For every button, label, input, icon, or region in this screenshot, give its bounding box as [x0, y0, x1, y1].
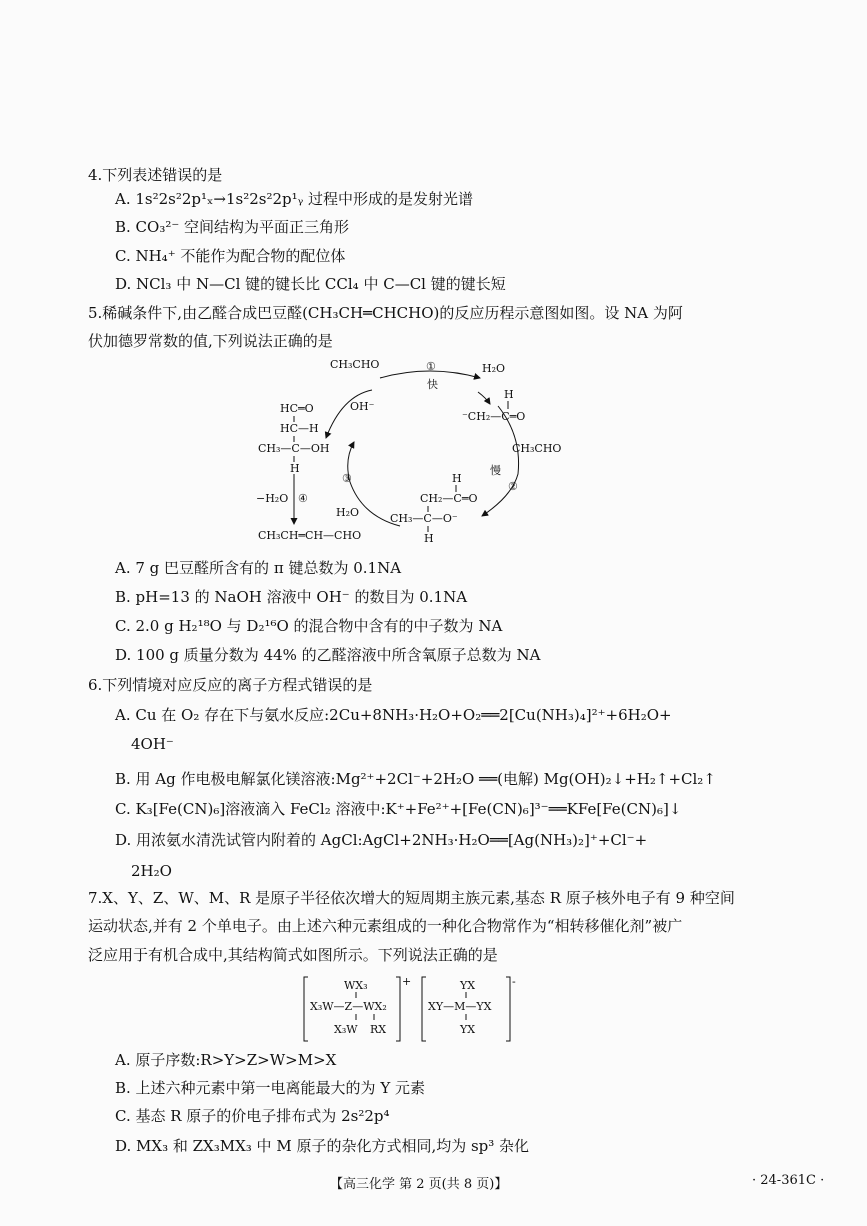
enolate-h: H — [504, 388, 514, 401]
h2o-left: H₂O — [336, 506, 360, 519]
aldol-line2: HC—H — [280, 422, 319, 435]
q6-option-a-line2: 4OH⁻ — [131, 735, 174, 753]
q6-option-a-line1: A. Cu 在 O₂ 存在下与氨水反应:2Cu+8NH₃·H₂O+O₂══2[Cu(NH₃)₄]²⁺+6H₂O+ — [115, 706, 672, 724]
q5-option-a: A. 7 g 巴豆醛所含有的 π 键总数为 0.1NA — [115, 559, 402, 577]
step1-product-arrow — [478, 392, 490, 404]
aldol-reaction-cycle-diagram — [250, 356, 580, 546]
q6-option-b: B. 用 Ag 作电极电解氯化镁溶液:Mg²⁺+2Cl⁻+2H₂O ══(电解) Mg(OH)₂↓+H₂↑+Cl₂↑ — [115, 770, 716, 788]
alkoxide-h: H — [452, 472, 462, 485]
crotonaldehyde-product: CH₃CH═CH—CHO — [258, 529, 362, 542]
q4-option-c: C. NH₄⁺ 不能作为配合物的配位体 — [115, 247, 346, 265]
q5-option-b: B. pH=13 的 NaOH 溶液中 OH⁻ 的数目为 0.1NA — [115, 588, 468, 606]
cation-middle: X₃W—Z—WX₂ — [310, 1000, 387, 1013]
alkoxide-line2: CH₃—C—O⁻ — [390, 512, 458, 525]
q5-stem-line1: 5.稀碱条件下,由乙醛合成巴豆醛(CH₃CH═CHCHO)的反应历程示意图如图。设 NA 为阿 — [88, 304, 683, 322]
step3-label: ③ — [342, 472, 352, 485]
ch3cho-right: CH₃CHO — [512, 442, 562, 455]
ch3cho-top: CH₃CHO — [330, 358, 380, 371]
q7-stem-line3: 泛应用于有机合成中,其结构简式如图所示。下列说法正确的是 — [88, 946, 498, 964]
q4-option-a: A. 1s²2s²2p¹ₓ→1s²2s²2p¹ᵧ 过程中形成的是发射光谱 — [115, 190, 474, 208]
cation-top: WX₃ — [344, 979, 368, 992]
cycle-arrow-oh — [326, 390, 372, 438]
cation-charge: + — [402, 975, 412, 988]
q6-option-c: C. K₃[Fe(CN)₆]溶液滴入 FeCl₂ 溶液中:K⁺+Fe²⁺+[Fe(CN)₆]³⁻══KFe[Fe(CN)₆]↓ — [115, 800, 682, 818]
anion-charge: - — [512, 975, 516, 988]
q7-option-a: A. 原子序数:R>Y>Z>W>M>X — [115, 1051, 337, 1069]
fast-label: 快 — [427, 378, 438, 391]
slow-label: 慢 — [490, 464, 501, 477]
page-footer: 【高三化学 第 2 页(共 8 页)】 — [330, 1177, 508, 1192]
q4-stem: 4.下列表述错误的是 — [88, 166, 223, 184]
cation-bottom-right: RX — [370, 1023, 387, 1036]
q7-stem-line2: 运动状态,并有 2 个单电子。由上述六种元素组成的一种化合物常作为“相转移催化剂”被广 — [88, 917, 683, 935]
step4-label: ④ — [298, 492, 308, 505]
step2-label: ② — [508, 480, 518, 493]
q4-option-d: D. NCl₃ 中 N—Cl 键的键长比 CCl₄ 中 C—Cl 键的键长短 — [115, 275, 506, 293]
minus-h2o-label: −H₂O — [256, 492, 289, 505]
q5-option-d: D. 100 g 质量分数为 44% 的乙醛溶液中所含氧原子总数为 NA — [115, 646, 541, 664]
q4-option-b: B. CO₃²⁻ 空间结构为平面正三角形 — [115, 218, 350, 236]
cation-bottom-left: X₃W — [334, 1023, 358, 1036]
q7-option-d: D. MX₃ 和 ZX₃MX₃ 中 M 原子的杂化方式相同,均为 sp³ 杂化 — [115, 1137, 530, 1155]
aldol-line1: HC═O — [280, 402, 314, 415]
anion-top: YX — [460, 979, 476, 992]
document-code: · 24-361C · — [752, 1173, 825, 1188]
q7-option-b: B. 上述六种元素中第一电离能最大的为 Y 元素 — [115, 1079, 425, 1097]
q5-stem-line2: 伏加德罗常数的值,下列说法正确的是 — [88, 332, 333, 350]
q7-option-c: C. 基态 R 原子的价电子排布式为 2s²2p⁴ — [115, 1107, 390, 1125]
aldol-h: H — [290, 462, 300, 475]
ionic-compound-structure — [300, 975, 530, 1045]
h2o-top: H₂O — [482, 362, 506, 375]
q6-option-d-line1: D. 用浓氨水清洗试管内附着的 AgCl:AgCl+2NH₃·H₂O══[Ag(NH₃)₂]⁺+Cl⁻+ — [115, 831, 648, 849]
q6-stem: 6.下列情境对应反应的离子方程式错误的是 — [88, 676, 373, 694]
q7-stem-line1: 7.X、Y、Z、W、M、R 是原子半径依次增大的短周期主族元素,基态 R 原子核外电子有 9 种空间 — [88, 889, 735, 907]
alkoxide-h-bottom: H — [424, 532, 434, 545]
anion-bottom: YX — [460, 1023, 476, 1036]
enolate-label: ⁻CH₂—C═O — [462, 410, 526, 423]
aldol-line3: CH₃—C—OH — [258, 442, 330, 455]
alkoxide-line1: CH₂—C═O — [420, 492, 478, 505]
anion-middle: XY—M—YX — [428, 1000, 492, 1013]
q6-option-d-line2: 2H₂O — [131, 862, 172, 880]
q5-option-c: C. 2.0 g H₂¹⁸O 与 D₂¹⁶O 的混合物中含有的中子数为 NA — [115, 617, 503, 635]
step1-label: ① — [426, 360, 436, 373]
hydroxide-label: OH⁻ — [350, 400, 375, 413]
